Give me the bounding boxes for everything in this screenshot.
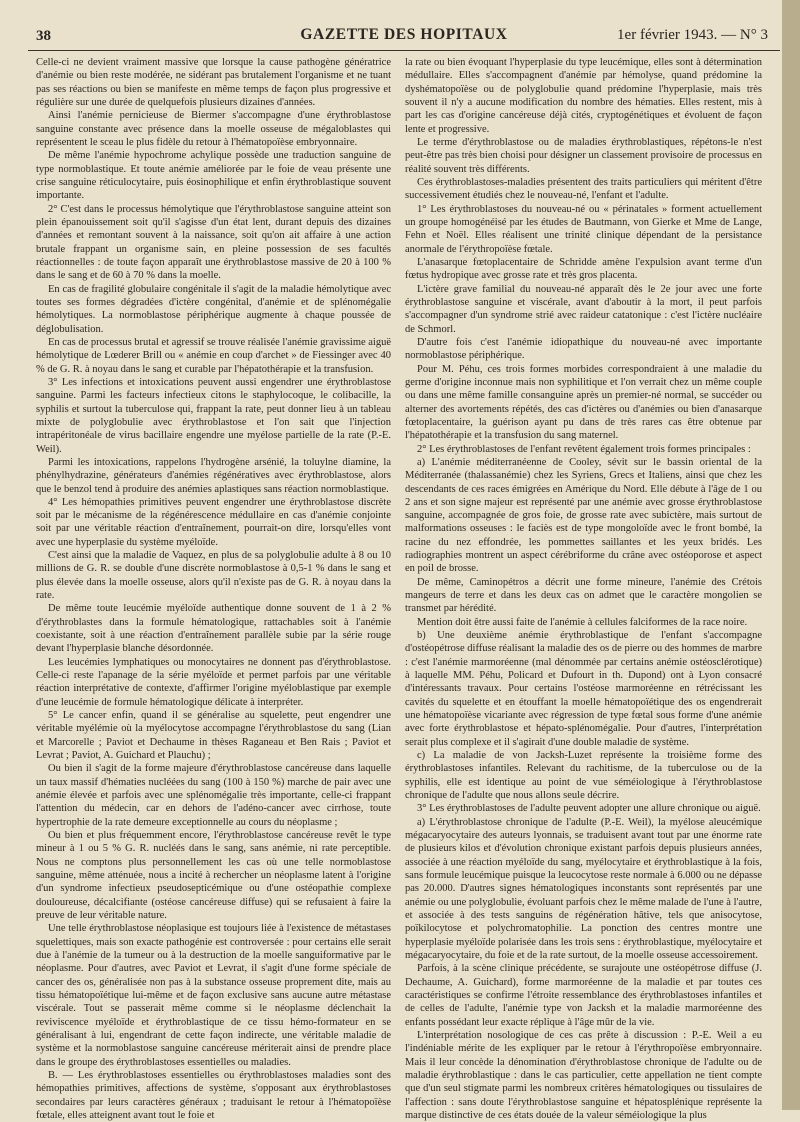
paragraph: 3° Les érythroblastoses de l'adulte peuvent adopter une allure chronique ou aiguë. <box>417 803 761 815</box>
paragraph: Les leucémies lymphatiques ou monocytaires ne donnent pas d'érythroblastose. Celle-ci reste l'apanage de la série myéloïde et permet parfois par une véritable réaction interprétative de contexte, d'affirmer l'origine myéloblastique par exemple d'une leucémie de formule hématologique délicate à interpréter. <box>36 656 391 708</box>
paragraph: L'ictère grave familial du nouveau-né apparaît dès le 2e jour avec une forte érythroblastose sanguine et viscérale, avant d'aboutir à la mort, il peut parfois s'accompagner d'un syndrome strié avec raideur catatonique : c'est l'ictère nucléaire de Schmorl. <box>405 283 762 335</box>
paragraph: Ces érythroblastoses-maladies présentent des traits particuliers qui méritent d'être successivement étudiés chez le nouveau-né, l'enfant et l'adulte. <box>405 176 762 202</box>
journal-title: GAZETTE DES HOPITAUX <box>300 26 508 43</box>
paragraph: B. — Les érythroblastoses essentielles ou érythroblastoses maladies sont des hémopathies primitives, affections de système, s'opposant aux érythroblastoses secondaires par leurs caractères généraux ; traduisant le retour à l'hématopoïèse fœtale, elles atteignent avant tout le foie et <box>36 1069 391 1121</box>
paragraph: Mention doit être aussi faite de l'anémie à cellules falciformes de la race noire. <box>417 616 748 628</box>
paragraph: c) La maladie de von Jacksh-Luzet représente la troisième forme des érythroblastoses infantiles. Relevant du rachitisme, de la tuberculose ou de la syphilis, elle est identique au point de vue séméiologique à l'érythroblastose chronique de l'adulte que nous allons seule décrire. <box>405 750 762 802</box>
paragraph: Le terme d'érythroblastose ou de maladies érythroblastiques, répétons-le n'est peut-être pas très bien choisi pour désigner un classement provisoire de processus en réalité souvent très différents. <box>405 136 762 175</box>
page-number: 38 <box>36 28 51 44</box>
paragraph: Parmi les intoxications, rappelons l'hydrogène arsénié, la toluylne diamine, la phénylhydrazine, générateurs d'anémies régénératives avec érythroblastose, alors que le benzol tend à produire des anémies aplastiques sans réaction normoblastique. <box>36 456 391 495</box>
left-column <box>36 56 392 1121</box>
paragraph: Parfois, à la scène clinique précédente, se surajoute une ostéopétrose diffuse (J. Dechaume, A. Guichard), forme marmoréenne de la maladie et par toutes ces caractéristiques se confirme l'étroite ressemblance des érythroblastoses infantiles et de celles de l'adulte, l'anémie type von Jacksh et la maladie marmoréenne des enfants possédant leur exacte réplique à l'âge mûr de la vie. <box>405 963 762 1028</box>
paragraph: L'interprétation nosologique de ces cas prête à discussion : P.-E. Weil a eu l'indéniable mérite de les expliquer par le retour à l'érythropoïèse embryonnaire. Mais il leur concède la dénomination d'érythroblastose chronique de l'adulte ou de maladie érythroblastique : dans le cas particulier, cette appellation ne tient compte que d'un seul stigmate parmi les nombreux critères hématologiques ou tissulaires de l'affection : sans doute l'érythroblastose sanguine et hépatosplénique représente la marque distinctive de ces états douée de la valeur séméiologique la plus <box>405 1029 762 1121</box>
paragraph: 5° Le cancer enfin, quand il se généralise au squelette, peut engendrer une véritable myélémie où la myélocytose accompagne l'érythroblastose du sang (Lian et Marcorelle ; Paviot et Dechaume in thèses Raganeau et Ben Rais ; Paviot et Levrat ; Paviot, A. Guichard et Plauchu) ; <box>36 710 391 762</box>
binding-margin <box>782 0 800 1110</box>
paragraph: a) L'érythroblastose chronique de l'adulte (P.-E. Weil), la myélose aleucémique mégacaryocytaire des auteurs lyonnais, se traduisent avant tout par une énorme rate de plusieurs kilos et d'évolution chronique existant parfois depuis plusieurs années, associée à une réaction myéloïde du sang, myélocytaire et érythroblastique à la fois, sans formule leucémique puisque la leucocytose reste normale à 6.000 ou ne dépasse pas 20.000. D'autres signes hématologiques inconstants sont représentés par une anémie ou une polyglobulie, évoluant parfois chez le même malade de l'une à l'autre, et associée à des tests sanguins de régénération hâtive, tels que anisocytose, poïkilocytose et polychromatophilie. La ponction des centres montre une hyperplasie myéloïde polarisée dans les trois sens : érythroblastique, myélocytaire et mégacaryocytaire, du foie et de la rate surtout, de la moelle osseuse accessoirement. <box>405 816 762 961</box>
paragraph: 3° Les infections et intoxications peuvent aussi engendrer une érythroblastose sanguine. Parmi les facteurs infectieux citons le staphylocoque, le colibacille, la syphilis et surtout la tuberculose qui, frappant la rate, peut donner lieu à un tableau mixte de polyglobulie avec érythroblastose et l'on sait que l'injection intrapéritonéale de virus bacillaire engendre une myélose partielle de la rate (P.-E. Weil). <box>36 376 391 455</box>
paragraph: C'est ainsi que la maladie de Vaquez, en plus de sa polyglobulie adulte à 8 ou 10 millions de G. R. se double d'une discrète normoblastose à 0,5-1 % dans le sang et plus élevée dans la moelle osseuse, alors qu'il n'existe pas de G. R. à noyau dans la rate. <box>36 550 391 602</box>
paragraph: Celle-ci ne devient vraiment massive que lorsque la cause pathogène génératrice d'anémie ou bien reste modérée, ne sidérant pas brutalement l'organisme et ne tuant pas ses réactions ou bien se manifeste en même temps de façon plus progressive et régulière sur une durée de quelquefois plusieurs dizaines d'années. <box>36 57 391 108</box>
paragraph: Pour M. Péhu, ces trois formes morbides correspondraient à une maladie du germe d'origine inconnue mais non syphilitique et l'on verrait chez un même couple ou dans une même famille consanguine après un premier-né normal, se succéder ou alterner des avortements répétés, des cas d'ictères ou d'anémies ou bien d'anasarque fœtoplacentaire, la guérison ayant pu dans de très rares cas être obtenue par l'hépatothérapie et la transfusion du sang maternel. <box>405 363 762 442</box>
paragraph: Ou bien et plus fréquemment encore, l'érythroblastose cancéreuse revêt le type mineur à 1 ou 5 % G. R. nucléés dans le sang, sans anémie, ni rate perceptible. Nous ne comptons plus personnellement les cas où une telle normoblastose sanguine, même atténuée, nous a incité à rechercher un néoplasme latent à l'origine d'un syndrome infectieux pseudosepticémique ou d'une ostéopathie complexe douloureuse, décalcifiante (ostéose cancéreuse diffuse) qui se refusaient à faire la preuve de leur véritable nature. <box>36 830 391 921</box>
paragraph: 1° Les érythroblastoses du nouveau-né ou « périnatales » forment actuellement un groupe homogénéisé par les études de Bautmann, von Gierke et Mme de Lange, Fehn et Noël. Elles réalisent une trinité clinique dépendant de la persistance anormale de l'érythropoïèse fœtale. <box>405 203 762 255</box>
paragraph: De même toute leucémie myéloïde authentique donne souvent de 1 à 2 % d'érythroblastes dans la formule hématologique, rattachables soit à l'anémie coexistante, soit à une réaction d'entraînement parallèle subie par la série rouge devant l'hyperplasie blanche désordonnée. <box>36 603 391 655</box>
paragraph: Ainsi l'anémie pernicieuse de Biermer s'accompagne d'une érythroblastose sanguine constante avec présence dans la moelle osseuse de mégaloblastes qui représentent le sceau le plus fidèle du retour à l'hématopoïèse embryonnaire. <box>36 110 391 148</box>
paragraph: En cas de fragilité globulaire congénitale il s'agit de la maladie hémolytique avec toutes ses formes dégradées d'ictère congénital, d'anémie et de splénomégalie hémolytiques. La normoblastose périphérique augmente à chaque poussée de déglobulisation. <box>36 283 391 335</box>
paragraph: a) L'anémie méditerranéenne de Cooley, sévit sur le bassin oriental de la Méditerranée (thalassanémie) chez les Syriens, Grecs et Italiens, ainsi que chez les descendants de ces races émigrées en Amérique du Nord. Elle débute à l'âge de 1 ou 2 ans et son signe majeur est représenté par une anémie avec grosse érythroblastose sanguine, accompagnée de gros foie, de grosse rate avec subictère, mais surtout de malformations osseuses : le faciès est de type mongoloïde avec le front bombé, la racine du nez effondrée, les pommettes saillantes et les yeux bridés. Les radiographies montrent un aspect cérébriforme du crâne avec ostéoporose et aspect en poil de brosse. <box>405 456 762 575</box>
page-header <box>28 22 780 51</box>
issue-date: 1er février 1943. — N° 3 <box>617 27 768 43</box>
right-column <box>405 56 762 1121</box>
paragraph: 4° Les hémopathies primitives peuvent engendrer une érythroblastose discrète soit par le mécanisme de la régénérescence médullaire en cas d'anémie conjointe soit par une véritable réaction d'entraînement, pourrait-on dire, lorsqu'elles vont avec une hyperplasie du système myéloïde. <box>36 496 391 548</box>
paragraph: De même l'anémie hypochrome achylique possède une traduction sanguine de type normoblastique. Et toute anémie améliorée par le foie de veau présente une crise sanguine réticulocytaire, puis éosinophilique et enfin érythroblastique souvent importante. <box>36 150 391 202</box>
paragraph: la rate ou bien évoquant l'hyperplasie du type leucémique, elles sont à détermination médullaire. Elles s'accompagnent d'anémie par hémolyse, quand prédomine la dyshématopoïèse ou de polyglobulie quand prédomine l'hyperplasie, mais très souvent il n'y a aucune modification du nombre des hématies. Elles restent, mis à part les cas d'origine cancéreuse déjà cités, cryptogénétiques et évoluent de façon lente et progressive. <box>405 57 762 135</box>
paragraph: b) Une deuxième anémie érythroblastique de l'enfant s'accompagne d'ostéopétrose diffuse réalisant la maladie des os de pierre ou des hommes de marbre : c'est l'anémie marmoréenne (mal dénommée par certains anémie ostéosclérotique) à laquelle MM. Péhu, Policard et Dufourt in th. Dupond) ont à Lyon consacré d'intéressants travaux. Pour certains l'ostéose marmoréenne en rétrécissant les cavités du squelette et en étouffant la moelle hématopoïétique des os engendrerait une hématopoïèse vicariante avec régression de type fœtal sous forme d'une anémie avec forte érythroblastose et hépato-splénomégalie. Pour d'autres, l'interprétation serait plus complexe et il s'agirait d'une double maladie de système. <box>405 630 762 748</box>
paragraph: L'anasarque fœtoplacentaire de Schridde amène l'expulsion avant terme d'un fœtus hydropique avec grosse rate et très gros placenta. <box>405 256 762 282</box>
paragraph: Ou bien il s'agit de la forme majeure d'érythroblastose cancéreuse dans laquelle un taux massif d'hématies nucléées du sang (100 à 150 %) marche de pair avec une anémie élevée et parfois avec une splénomégalie très importante, celle-ci frappant l'attention du médecin, car en dehors de l'adéno-cancer avec cirrhose, toute hypertrophie de la rate demeure exceptionnelle au cours du néoplasme ; <box>36 763 391 828</box>
paragraph: De même, Caminopétros a décrit une forme mineure, l'anémie des Crétois mangeurs de terre et dans les deux cas on admet que le caractère mongolien se transmet par hérédité. <box>405 576 762 615</box>
paragraph: 2° Les érythroblastoses de l'enfant revêtent également trois formes principales : <box>417 443 751 455</box>
paragraph: D'autre fois c'est l'anémie idiopathique du nouveau-né avec importante normoblastose périphérique. <box>405 336 762 362</box>
paragraph: Une telle érythroblastose néoplasique est toujours liée à l'existence de métastases squelettiques, mais son exacte pathogénie est controversée : pour certains elle serait due à l'anémie de la tumeur ou à la destruction de la moelle sanguiformative par le néoplasme. Pour d'autres, avec Paviot et Levrat, il s'agit d'une forme spéciale de cancer des os, généralisée non pas à la substance osseuse proprement dite, mais au tissu hématopoïétique lui-même et de façon exclusive sans aucune autre métastase viscérale. Tout se passerait même comme si le néoplasme déclenchait la reviviscence myéloïde et érythroblastique de ce tissu hémo-formateur en se généralisant à lui, engendrant de cette façon indirecte, une véritable maladie de système et la normoblastose sanguine cancéreuse mériterait ainsi de prendre place dans le groupe des érythroblastoses essentielles ou maladies. <box>36 923 391 1068</box>
paragraph: 2° C'est dans le processus hémolytique que l'érythroblastose sanguine atteint son plein épanouissement soit qu'il s'agisse d'un état lent, durant depuis des dizaines d'années et remontant souvent à la naissance, soit qu'on ait affaire à une action brutale frappant un organisme sain, en pleine possession de ses facultés réactionnelles : de toute façon apparaît une érythroblastose massive de 20 à 100 % dans le sang et de 60 à 70 % dans la moelle. <box>36 203 391 282</box>
paragraph: En cas de processus brutal et agressif se trouve réalisée l'anémie gravissime aiguë hémolytique de Lœderer Brill ou « anémie en coup d'archet » de Fiessinger avec 40 % de G. R. à noyau dans le sang et curable par l'hépatothérapie et la transfusion. <box>36 336 392 375</box>
